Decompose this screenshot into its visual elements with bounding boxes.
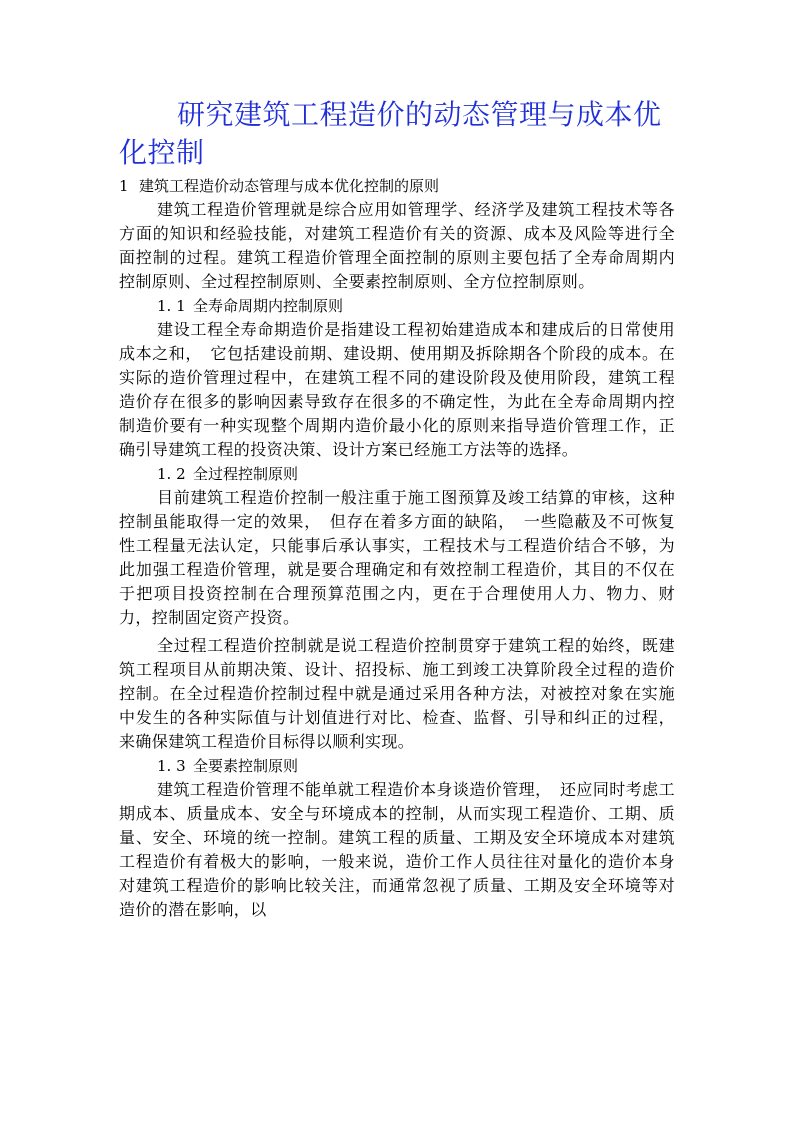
subsection-heading — [119, 462, 675, 486]
section-1-2 — [119, 462, 675, 754]
paragraph: 建筑工程造价管理就是综合应用如管理学、经济学及建筑工程技术等各方面的知识和经验技能，对建筑工程造价有关的资源、成本及风险等进行全面控制的过程。建筑工程造价管理全面控制的原则主要包括了全寿命周期内控制原则、全过程控制原则、全要素控制原则、全方位控制原则。 — [119, 200, 675, 291]
document-page — [119, 96, 675, 922]
subsection-title: 全寿命周期内控制原则 — [193, 297, 344, 315]
subsection-title: 全过程控制原则 — [193, 465, 299, 483]
subsection-heading — [119, 294, 675, 318]
subsection-number: 1. 3 — [157, 757, 186, 775]
paragraph: 全过程工程造价控制就是说工程造价控制贯穿于建筑工程的始终，既建筑工程项目从前期决策、设计、招投标、施工到竣工决算阶段全过程的造价控制。在全过程造价控制过程中就是通过采用各种方法，对被控对象在实施中发生的各种实际值与计划值进行对比、检查、监督、引导和纠正的过程，来确保建筑工程造价目标得以顺利实现。 — [119, 636, 675, 751]
subsection-number: 1. 2 — [157, 465, 186, 483]
paragraph: 目前建筑工程造价控制一般注重于施工图预算及竣工结算的审核，这种控制虽能取得一定的效果， 但存在着多方面的缺陷， 一些隐蔽及不可恢复性工程量无法认定，只能事后承认事实，工程技术与工程造价结合不够，为此加强工程造价管理，就是要合理确定和有效控制工程造价，其目的不仅在于把项目投资控制在合理预算范围之内，更在于合理使用人力、物力、财力，控制固定资产投资。 — [119, 488, 675, 627]
section-1-3 — [119, 754, 675, 922]
subsection-title: 全要素控制原则 — [193, 757, 299, 775]
subsection-number: 1. 1 — [157, 297, 186, 315]
paragraph: 建筑工程造价管理不能单就工程造价本身谈造价管理， 还应同时考虑工期成本、质量成本、安全与环境成本的控制，从而实现工程造价、工期、质量、安全、环境的统一控制。建筑工程的质量、工期及安全环境成本对建筑工程造价有着极大的影响，一般来说，造价工作人员往往对量化的造价本身对建筑工程造价的影响比较关注，而通常忽视了质量、工期及安全环境等对造价的潜在影响，以 — [119, 780, 675, 919]
section-heading — [119, 174, 675, 198]
section-1 — [119, 174, 675, 294]
section-title: 建筑工程造价动态管理与成本优化控制的原则 — [139, 177, 440, 195]
subsection-heading — [119, 754, 675, 778]
paragraph: 建设工程全寿命期造价是指建设工程初始建造成本和建成后的日常使用成本之和， 它包括建设前期、建设期、使用期及拆除期各个阶段的成本。在实际的造价管理过程中，在建筑工程不同的建设阶段及使用阶段，建筑工程造价存在很多的影响因素导致存在很多的不确定性，为此在全寿命周期内控制造价要有一种实现整个周期内造价最小化的原则来指导造价管理工作，正确引导建筑工程的投资决策、设计方案已经施工方法等的选择。 — [119, 320, 675, 459]
section-number: 1 — [119, 177, 129, 195]
document-title: 研究建筑工程造价的动态管理与成本优化控制 — [119, 98, 662, 169]
section-1-1 — [119, 294, 675, 462]
